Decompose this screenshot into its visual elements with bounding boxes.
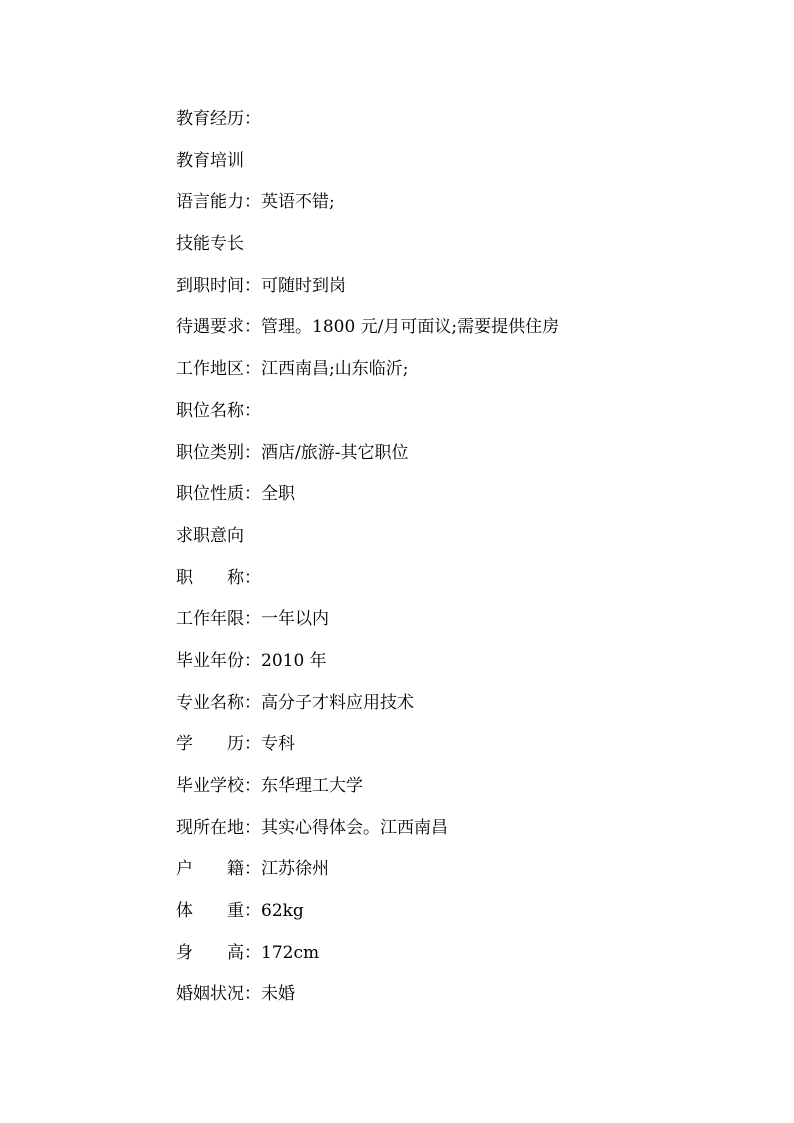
line-education-level: 学 历：专科 (176, 734, 295, 755)
line-education-history: 教育经历： (176, 109, 261, 129)
line-position-category: 职位类别：酒店/旅游-其它职位 (176, 442, 409, 463)
line-title: 职 称： (176, 567, 261, 588)
line-weight: 体 重：62kg (176, 901, 304, 922)
line-height: 身 高：172cm (176, 942, 320, 963)
line-language-ability: 语言能力：英语不错; (176, 192, 335, 213)
line-position-type: 职位性质：全职 (176, 484, 295, 505)
line-hometown: 户 籍：江苏徐州 (176, 859, 329, 880)
line-education-training: 教育培训 (176, 150, 244, 171)
line-current-location: 现所在地：其实心得体会。江西南昌 (176, 817, 448, 838)
line-job-intention: 求职意向 (176, 525, 244, 546)
line-work-years: 工作年限：一年以内 (176, 609, 329, 630)
line-major: 专业名称：高分子才料应用技术 (176, 692, 414, 713)
line-start-time: 到职时间：可随时到岗 (176, 275, 346, 296)
line-skills: 技能专长 (176, 234, 244, 255)
line-position-name: 职位名称： (176, 400, 261, 421)
line-salary-requirement: 待遇要求：管理。1800 元/月可面议;需要提供住房 (176, 317, 560, 338)
line-marital-status: 婚姻状况：未婚 (176, 984, 295, 1005)
line-school: 毕业学校：东华理工大学 (176, 776, 363, 796)
resume-lines (176, 106, 736, 1023)
line-work-region: 工作地区：江西南昌;山东临沂; (176, 359, 409, 380)
line-graduation-year: 毕业年份：2010 年 (176, 650, 327, 671)
